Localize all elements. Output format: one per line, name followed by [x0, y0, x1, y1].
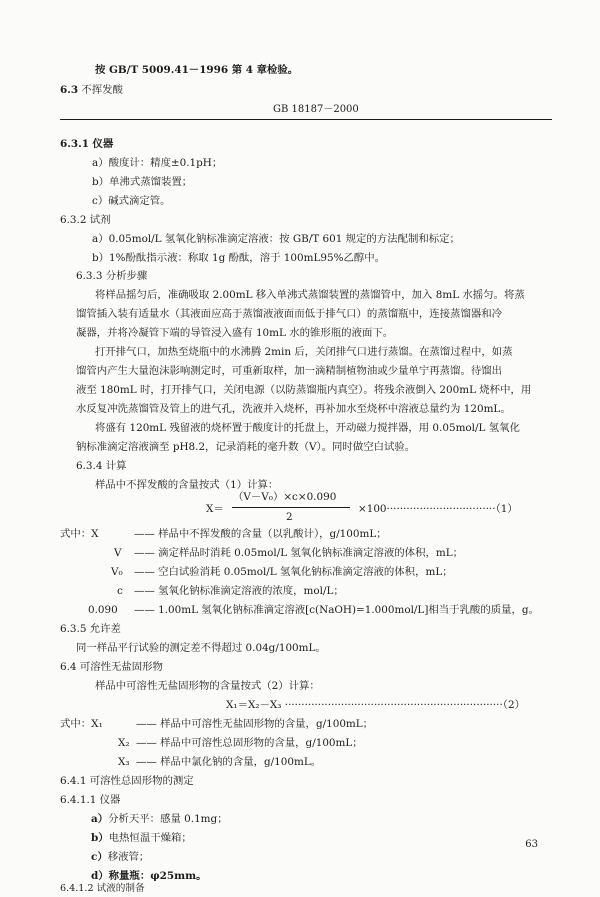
section-6-3-4-heading: 6.3.4 计算	[76, 460, 127, 472]
procedure-line: 将样品摇匀后，准确吸取 2.00mL 移入单沸式蒸馏装置的蒸馏管中，加入 8mL 水摇匀。将蒸	[95, 289, 525, 301]
procedure-line: 将盛有 120mL 残留液的烧杯置于酸度计的托盘上，开动磁力搅拌器，用 0.05mol/L 氢氧化	[95, 422, 520, 434]
formula-1-fraction-bar	[232, 507, 350, 508]
def-text: —— 1.00mL 氢氧化钠标准滴定溶液[c(NaOH)=1.000mol/L]相当于乳酸的质量，g。	[134, 604, 539, 616]
item-label: c）	[91, 851, 108, 863]
def-text: —— 滴定样品时消耗 0.05mol/L 氢氧化钠标准滴定溶液的体积，mL；	[134, 547, 464, 559]
section-6-4-1-2-heading: 6.4.1.2 试液的制备	[60, 883, 145, 894]
section-6-4-1-heading: 6.4.1 可溶性总固形物的测定	[60, 775, 194, 787]
instrument-item-2	[91, 812, 228, 826]
formula-1-numerator: （V－V₀）×c×0.090	[233, 491, 337, 503]
item-text: 称量瓶：φ25mm。	[108, 870, 207, 882]
def-symbol: X₂	[118, 737, 130, 749]
instrument-item-2	[91, 850, 149, 864]
item-label: d）	[91, 870, 109, 882]
calc-intro-2: 样品中可溶性无盐固形物的含量按式（2）计算：	[95, 680, 320, 692]
formula-1-tail: ×100·································（1）	[358, 503, 518, 515]
section-6-3-number: 6.3	[60, 84, 79, 96]
calc-intro: 样品中不挥发酸的含量按式（1）计算：	[95, 479, 279, 491]
formula-2: X₁＝X₂－X₃ ··································································（2）	[226, 699, 525, 711]
item-label: b）	[91, 832, 109, 844]
section-6-4-heading: 6.4 可溶性无盐固形物	[60, 661, 163, 673]
section-6-4-1-1-heading: 6.4.1.1 仪器	[60, 794, 121, 806]
instrument-item: c）碱式滴定管。	[92, 195, 171, 207]
procedure-line: 凝器，并将冷凝管下端的导管浸入盛有 10mL 水的锥形瓶的液面下。	[76, 327, 394, 339]
reagent-item: a）0.05mol/L 氢氧化钠标准滴定溶液：按 GB/T 601 规定的方法配制和标定；	[92, 233, 460, 245]
def-text: —— 氢氧化钠标准滴定溶液的浓度，mol/L；	[134, 585, 344, 597]
page-number: 63	[525, 839, 538, 850]
section-6-3-5-heading: 6.3.5 允许差	[60, 623, 121, 635]
def-symbol: 式中：X	[60, 528, 99, 540]
def-symbol: V₀	[111, 566, 123, 578]
section-6-3-1-heading: 6.3.1 仪器	[60, 138, 114, 150]
def-text: —— 样品中可溶性总固形物的含量，g/100mL；	[136, 737, 363, 749]
def-symbol: c	[117, 585, 123, 597]
instrument-item: a）酸度计：精度±0.1pH；	[92, 157, 223, 169]
section-6-3-2-heading: 6.3.2 试剂	[60, 214, 111, 226]
formula-1-lhs: X＝	[206, 503, 224, 515]
item-label: a）	[91, 813, 109, 825]
def-text: —— 样品中氯化钠的含量，g/100mL。	[136, 756, 322, 768]
instrument-item: b）单沸式蒸馏装置；	[92, 176, 193, 188]
intro-line: 按 GB/T 5009.41－1996 第 4 章检验。	[95, 64, 299, 76]
def-symbol: 式中：X₁	[60, 718, 103, 730]
procedure-line: 水反复冲洗蒸馏管及管上的进气孔，洗液并入烧杯，再补加水至烧杯中溶液总量约为 120mL。	[76, 403, 511, 415]
def-symbol: 0.090	[88, 604, 118, 616]
def-text: —— 样品中可溶性无盐固形物的含量，g/100mL；	[136, 718, 374, 730]
instrument-item-2	[91, 831, 192, 845]
procedure-line: 打开排气口，加热至烧瓶中的水沸腾 2min 后，关闭排气口进行蒸馏。在蒸馏过程中，如蒸	[95, 346, 513, 358]
procedure-line: 液至 180mL 时，打开排气口，关闭电源（以防蒸馏瓶内真空）。将残余液倒入 200mL 烧杯中，用	[76, 384, 532, 396]
formula-1-denominator: 2	[286, 511, 293, 523]
header-rule	[60, 119, 552, 120]
standard-id-header: GB 18187－2000	[273, 104, 359, 115]
def-text: —— 样品中不挥发酸的含量（以乳酸计），g/100mL；	[134, 528, 387, 540]
instrument-item-2	[91, 869, 206, 883]
section-6-3-heading	[60, 83, 123, 97]
procedure-line: 钠标准滴定溶液滴至 pH8.2，记录消耗的毫升数（V）。同时做空白试验。	[76, 441, 416, 453]
item-text: 电热恒温干燥箱；	[108, 832, 192, 844]
allowed-difference-text: 同一样品平行试验的测定差不得超过 0.04g/100mL。	[76, 642, 326, 654]
item-text: 分析天平：感量 0.1mg；	[108, 813, 228, 825]
def-text: —— 空白试验消耗 0.05mol/L 氢氧化钠标准滴定溶液的体积，mL；	[134, 566, 453, 578]
procedure-line: 馏管插入装有适量水（其液面应高于蒸馏液液面而低于排气口）的蒸馏瓶中，连接蒸馏器和冷	[76, 308, 503, 320]
def-symbol: V	[114, 547, 122, 559]
section-6-3-3-heading: 6.3.3 分析步骤	[76, 270, 148, 282]
section-6-3-title: 不挥发酸	[81, 84, 123, 96]
procedure-line: 馏管内产生大量泡沫影响测定时，可重新取样，加一滴精制植物油或少量单宁再蒸馏。待馏出	[76, 365, 503, 377]
def-symbol: X₃	[118, 756, 130, 768]
reagent-item: b）1%酚酞指示液：称取 1g 酚酞，溶于 100mL95%乙醇中。	[92, 252, 386, 264]
item-text: 移液管；	[107, 851, 150, 863]
